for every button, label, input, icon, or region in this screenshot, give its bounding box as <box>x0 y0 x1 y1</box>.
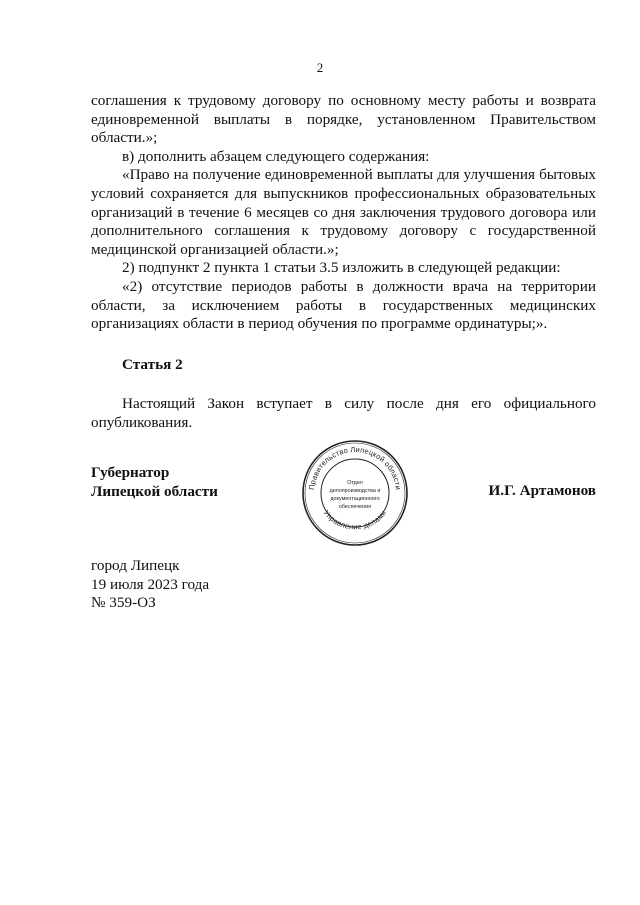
stamp-ring-bottom-text: Управление делами <box>321 508 389 532</box>
footer-number: № 359-ОЗ <box>91 594 156 612</box>
stamp-center-line: Отдел <box>347 480 363 486</box>
page-number: 2 <box>316 60 324 75</box>
stamp-center-line: делопроизводства и <box>329 488 381 494</box>
paragraph-quoted-subclause: «2) отсутствие периодов работы в должности врача на территории области, за исключением работы в государственных медицинских организациях области в период обучения по программе ординатуры;». <box>91 277 596 333</box>
article-heading: Статья 2 <box>122 355 183 373</box>
stamp-center-line: документационного <box>330 496 380 502</box>
signatory-title-line2: Липецкой области <box>91 482 218 500</box>
paragraph-continuation: соглашения к трудовому договору по основному месту работы и возврата единовременной выплаты в порядке, установленном Правительством области.»; <box>91 92 596 147</box>
document-footer <box>91 557 209 613</box>
document-body <box>91 92 596 433</box>
official-stamp <box>300 438 410 548</box>
paragraph-quoted-right: «Право на получение единовременной выплаты для улучшения бытовых условий сохраняется для выпускников профессиональных образовательных организаций в течение 6 месяцев со дня заключения трудового договора или дополнительного соглашения к трудовому договору с государственной медицинской организацией области.»; <box>91 166 596 258</box>
stamp-center-line: обеспечения <box>338 504 372 510</box>
footer-city: город Липецк <box>91 557 180 574</box>
article-text: Настоящий Закон вступает в силу после дня его официального опубликования. <box>91 395 596 431</box>
signatory-title <box>91 464 218 501</box>
stamp-ring-top-text: Правительство Липецкой области <box>307 444 403 491</box>
signatory-title-line1: Губернатор <box>91 464 170 481</box>
signatory-name: И.Г. Артамонов <box>488 482 596 499</box>
footer-date: 19 июля 2023 года <box>91 575 210 593</box>
paragraph-amendment-2: 2) подпункт 2 пункта 1 статьи 3.5 изложить в следующей редакции: <box>122 259 561 277</box>
paragraph-amendment-v: в) дополнить абзацем следующего содержания: <box>122 147 430 165</box>
stamp-center-text <box>330 480 381 510</box>
